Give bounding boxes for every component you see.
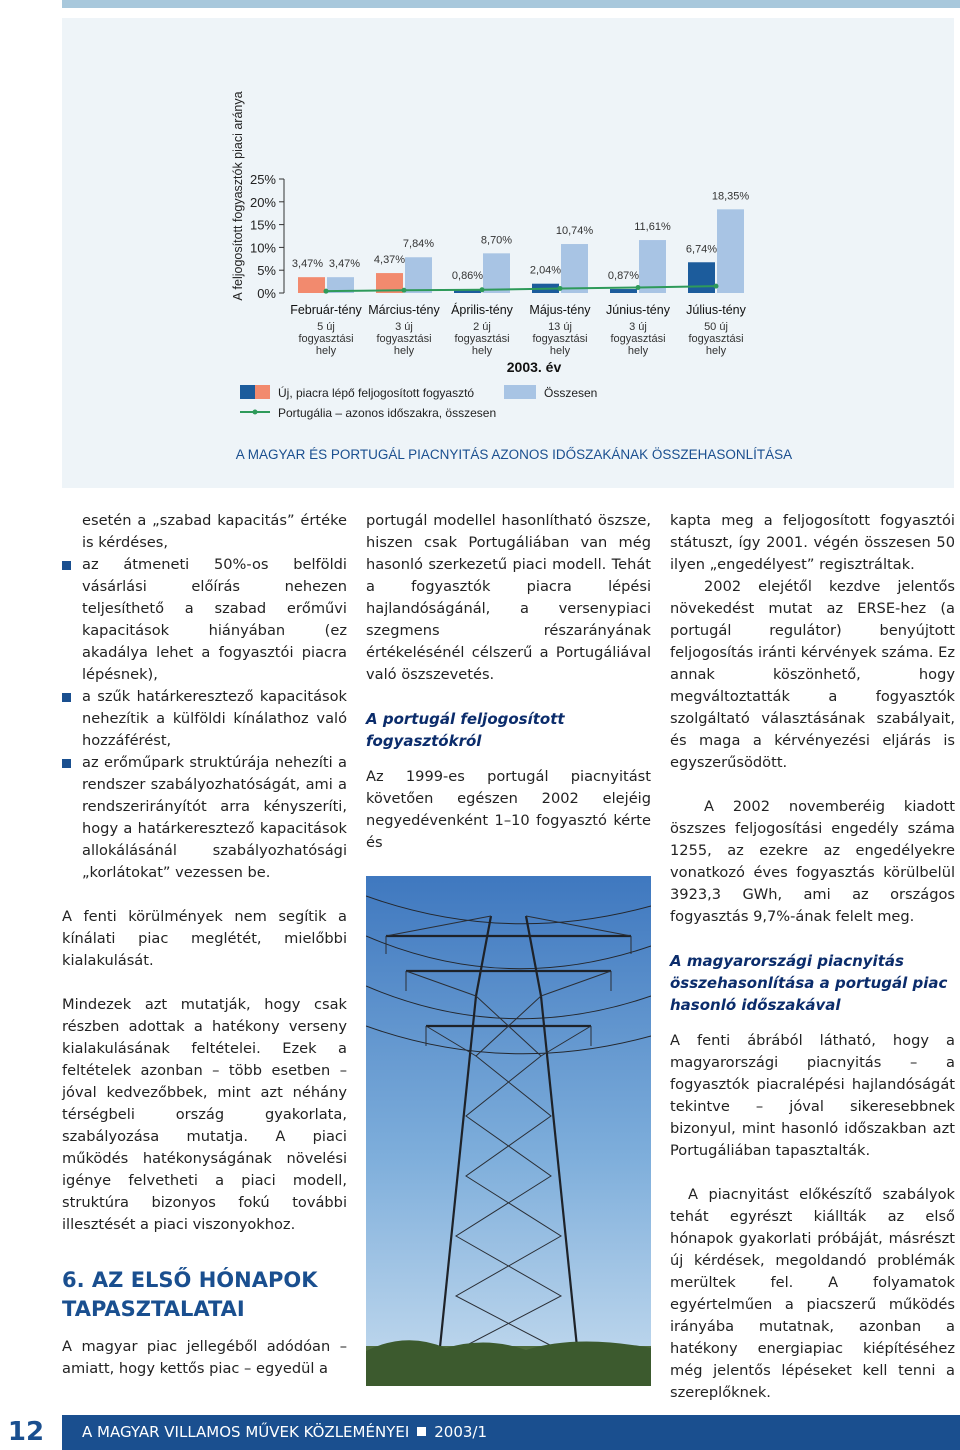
paragraph: Mindezek azt mutatják, hogy csak részben adottak a hatékony verseny kialakulásának feltételei. Ezek a feltételek azonban – több esetben – jóval kedvezőbbek, mint azt néhány térségbeli ország gyakorlata, szabályozása mutatja. A piaci működés hatékonyságának növelési igénye felvetheti a piaci modell, struktúra bizonyos fokú további illesztését a piaci viszonyokhoz. <box>62 996 347 1233</box>
legend-swatch-total <box>504 385 536 399</box>
data-label-total: 7,84% <box>402 238 435 251</box>
paragraph: A magyar piac jellegéből adódóan – amiatt, hogy kettős piac – egyedül a <box>62 1338 347 1377</box>
category-sublabel: 13 új <box>548 321 572 333</box>
legend-swatch-new-dark <box>240 385 255 399</box>
category-sublabel: fogyasztási <box>454 333 510 345</box>
x-axis-title: 2003. év <box>506 359 562 375</box>
category-sublabel: 3 új <box>395 321 413 333</box>
category-label: Június-tény <box>606 303 670 317</box>
category-sublabel: fogyasztási <box>298 333 354 345</box>
category-sublabel: 3 új <box>629 321 647 333</box>
y-tick-label: 15% <box>249 217 276 233</box>
legend-label-portugal: Portugália – azonos időszakra, összesen <box>278 406 497 420</box>
legend-label-new: Új, piacra lépő feljogosított fogyasztó <box>278 386 475 400</box>
y-tick-label: 10% <box>249 240 276 256</box>
data-label-new: 4,37% <box>373 254 406 267</box>
subheading: A magyarországi piacnyitás összehasonlítása a portugál piac hasonló időszakával <box>670 952 948 1014</box>
bar-total <box>561 244 588 293</box>
portugal-point <box>558 286 563 291</box>
category-sublabel: hely <box>705 345 727 357</box>
data-label-total: 11,61% <box>634 221 671 234</box>
legend-label-total: Összesen <box>544 386 598 400</box>
data-label-new: 3,47% <box>291 258 324 271</box>
data-label-total: 18,35% <box>711 190 750 203</box>
category-sublabel: fogyasztási <box>532 333 588 345</box>
footer-bar <box>62 1415 960 1450</box>
category-sublabel: fogyasztási <box>688 333 744 345</box>
y-tick-label: 0% <box>257 286 276 301</box>
bullet-item: az erőműpark struktúrája nehezíti a rendszer szabályozhatóságát, ami a rendszerirányítót arra kényszeríti, hogy a határkeresztező kapacitások allokálásánál szabályozhatósági „korlátokat” vezessen be. <box>62 752 347 884</box>
data-label-new: 6,74% <box>685 243 718 256</box>
bar-total <box>483 253 510 293</box>
paragraph: esetén a „szabad kapacitás” értéke is kérdéses, <box>82 512 347 551</box>
data-label-total: 8,70% <box>480 234 513 247</box>
category-label: Február-tény <box>290 303 362 317</box>
category-sublabel: hely <box>315 345 337 357</box>
portugal-point <box>480 287 485 292</box>
data-label-total: 3,47% <box>328 258 361 271</box>
paragraph: kapta meg a feljogosított fogyasztói státuszt, így 2001. végén összesen 50 ilyen „engedélyest” regisztráltak. <box>670 512 955 573</box>
portugal-point <box>636 285 641 290</box>
bar-new <box>298 277 325 293</box>
legend-point-portugal <box>253 410 258 415</box>
category-sublabel: 5 új <box>317 321 335 333</box>
data-label-new: 0,87% <box>607 270 640 283</box>
bar-total <box>405 257 432 293</box>
y-axis-title: A feljogosított fogyasztók piaci aránya <box>231 91 245 301</box>
issue-number: 2003/1 <box>434 1423 488 1441</box>
category-sublabel: fogyasztási <box>376 333 432 345</box>
journal-title: A MAGYAR VILLAMOS MŰVEK KÖZLEMÉNYEI <box>82 1423 410 1441</box>
portugal-point <box>324 289 329 294</box>
page-number: 12 <box>7 1417 45 1447</box>
category-label: Május-tény <box>529 303 591 317</box>
portugal-point <box>402 288 407 293</box>
paragraph: A 2002 novemberéig kiadott öszszes feljogosítási engedély száma 1255, az ezekre az engedélyekre vonatkozó éves fogyasztás körülbelül 3923,3 GWh, ami az országos fogyasztás 9,7%-ának felelt meg. <box>670 798 955 925</box>
section-title <box>62 1266 347 1324</box>
text-column-2 <box>366 510 651 854</box>
bullet-item: a szűk határkeresztező kapacitások nehezítik a külföldi kínálathoz való hozzáférést, <box>62 686 347 752</box>
section-title-line: TAPASZTALATAI <box>62 1297 245 1321</box>
section-title-line: 6. AZ ELSŐ HÓNAPOK <box>62 1268 318 1292</box>
category-sublabel: hely <box>471 345 493 357</box>
data-label-total: 10,74% <box>555 225 594 238</box>
power-pylon-photo <box>366 876 651 1386</box>
paragraph: 2002 elejétől kezdve jelentős növekedést mutat az ERSE-hez (a portugál regulátor) benyújtott feljogosítás iránti kérvények száma. Ez annak köszönhető, hogy megváltoztatták a fogyasztók szolgáltató választásának szabályait, és maga a kérvényezési eljárás is egyszerűsödött. <box>670 578 955 771</box>
category-label: Március-tény <box>368 303 440 317</box>
category-sublabel: 2 új <box>473 321 491 333</box>
text-column-1 <box>62 510 347 1380</box>
category-sublabel: hely <box>627 345 649 357</box>
chart-title: A MAGYAR ÉS PORTUGÁL PIACNYITÁS AZONOS IDŐSZAKÁNAK ÖSSZEHASONLÍTÁSA <box>235 447 793 462</box>
data-label-new: 2,04% <box>529 264 562 277</box>
bar-total <box>639 240 666 293</box>
category-sublabel: hely <box>393 345 415 357</box>
data-label-new: 0,86% <box>451 270 484 283</box>
text-column-3 <box>670 510 955 1426</box>
y-tick-label: 5% <box>257 263 276 279</box>
category-label: Július-tény <box>686 303 746 317</box>
paragraph: Az 1999-es portugál piacnyitást követően egészen 2002 elejéig negyedévenként 1–10 fogyasztó kérte és <box>366 768 651 851</box>
bar-new <box>688 262 715 293</box>
paragraph: portugál modellel hasonlítható öszsze, hiszen csak Portugáliában van még hasonló szerkezetű piaci modell. Tehát a fogyasztók piacra lépési hajlandóságánál, a versenypiaci szegmens részarányának értékelésénél célszerű a Portugáliával való öszszevetés. <box>366 512 651 683</box>
category-sublabel: fogyasztási <box>610 333 666 345</box>
portugal-point <box>714 284 719 289</box>
paragraph: A fenti ábrából látható, hogy a magyarországi piacnyitás – a fogyasztók piacralépési hajlandóságát tekintve – jóval sikeresebbnek bizonyul, mint hasonló időszakban azt Portugáliában tapasztalták. <box>670 1032 955 1159</box>
paragraph: A piacnyitást előkészítő szabályok tehát egyrészt kiállták az első hónapok gyakorlati próbáját, másrészt új kérdések, megoldandó problémák merültek fel. A folyamatok egyértelműen a piacszerű működés irányába mutatnak, azonban a hatékony energiapiac kiépítéséhez még jelentős lépéseket kell tenni a szereplőknek. <box>670 1186 955 1401</box>
market-share-chart <box>62 18 954 488</box>
category-label: Április-tény <box>451 303 513 317</box>
category-sublabel: hely <box>549 345 571 357</box>
paragraph: A fenti körülmények nem segítik a kínálati piac meglétét, mielőbbi kialakulását. <box>62 908 347 969</box>
y-tick-label: 20% <box>249 194 276 210</box>
bar-new <box>610 289 637 293</box>
top-color-bar <box>62 0 960 8</box>
square-separator-icon <box>417 1427 426 1436</box>
bullet-item: az átmeneti 50%-os belföldi vásárlási előírás nehezen teljesíthető a szabad erőművi kapacitások hiányában (ez akadálya lehet a fogyasztói piacra lépésnek), <box>62 554 347 686</box>
y-tick-label: 25% <box>249 172 276 187</box>
chart-panel <box>62 18 954 488</box>
subheading: A portugál feljogosított fogyasztókról <box>366 710 565 750</box>
bar-total <box>717 209 744 293</box>
category-sublabel: 50 új <box>704 321 728 333</box>
